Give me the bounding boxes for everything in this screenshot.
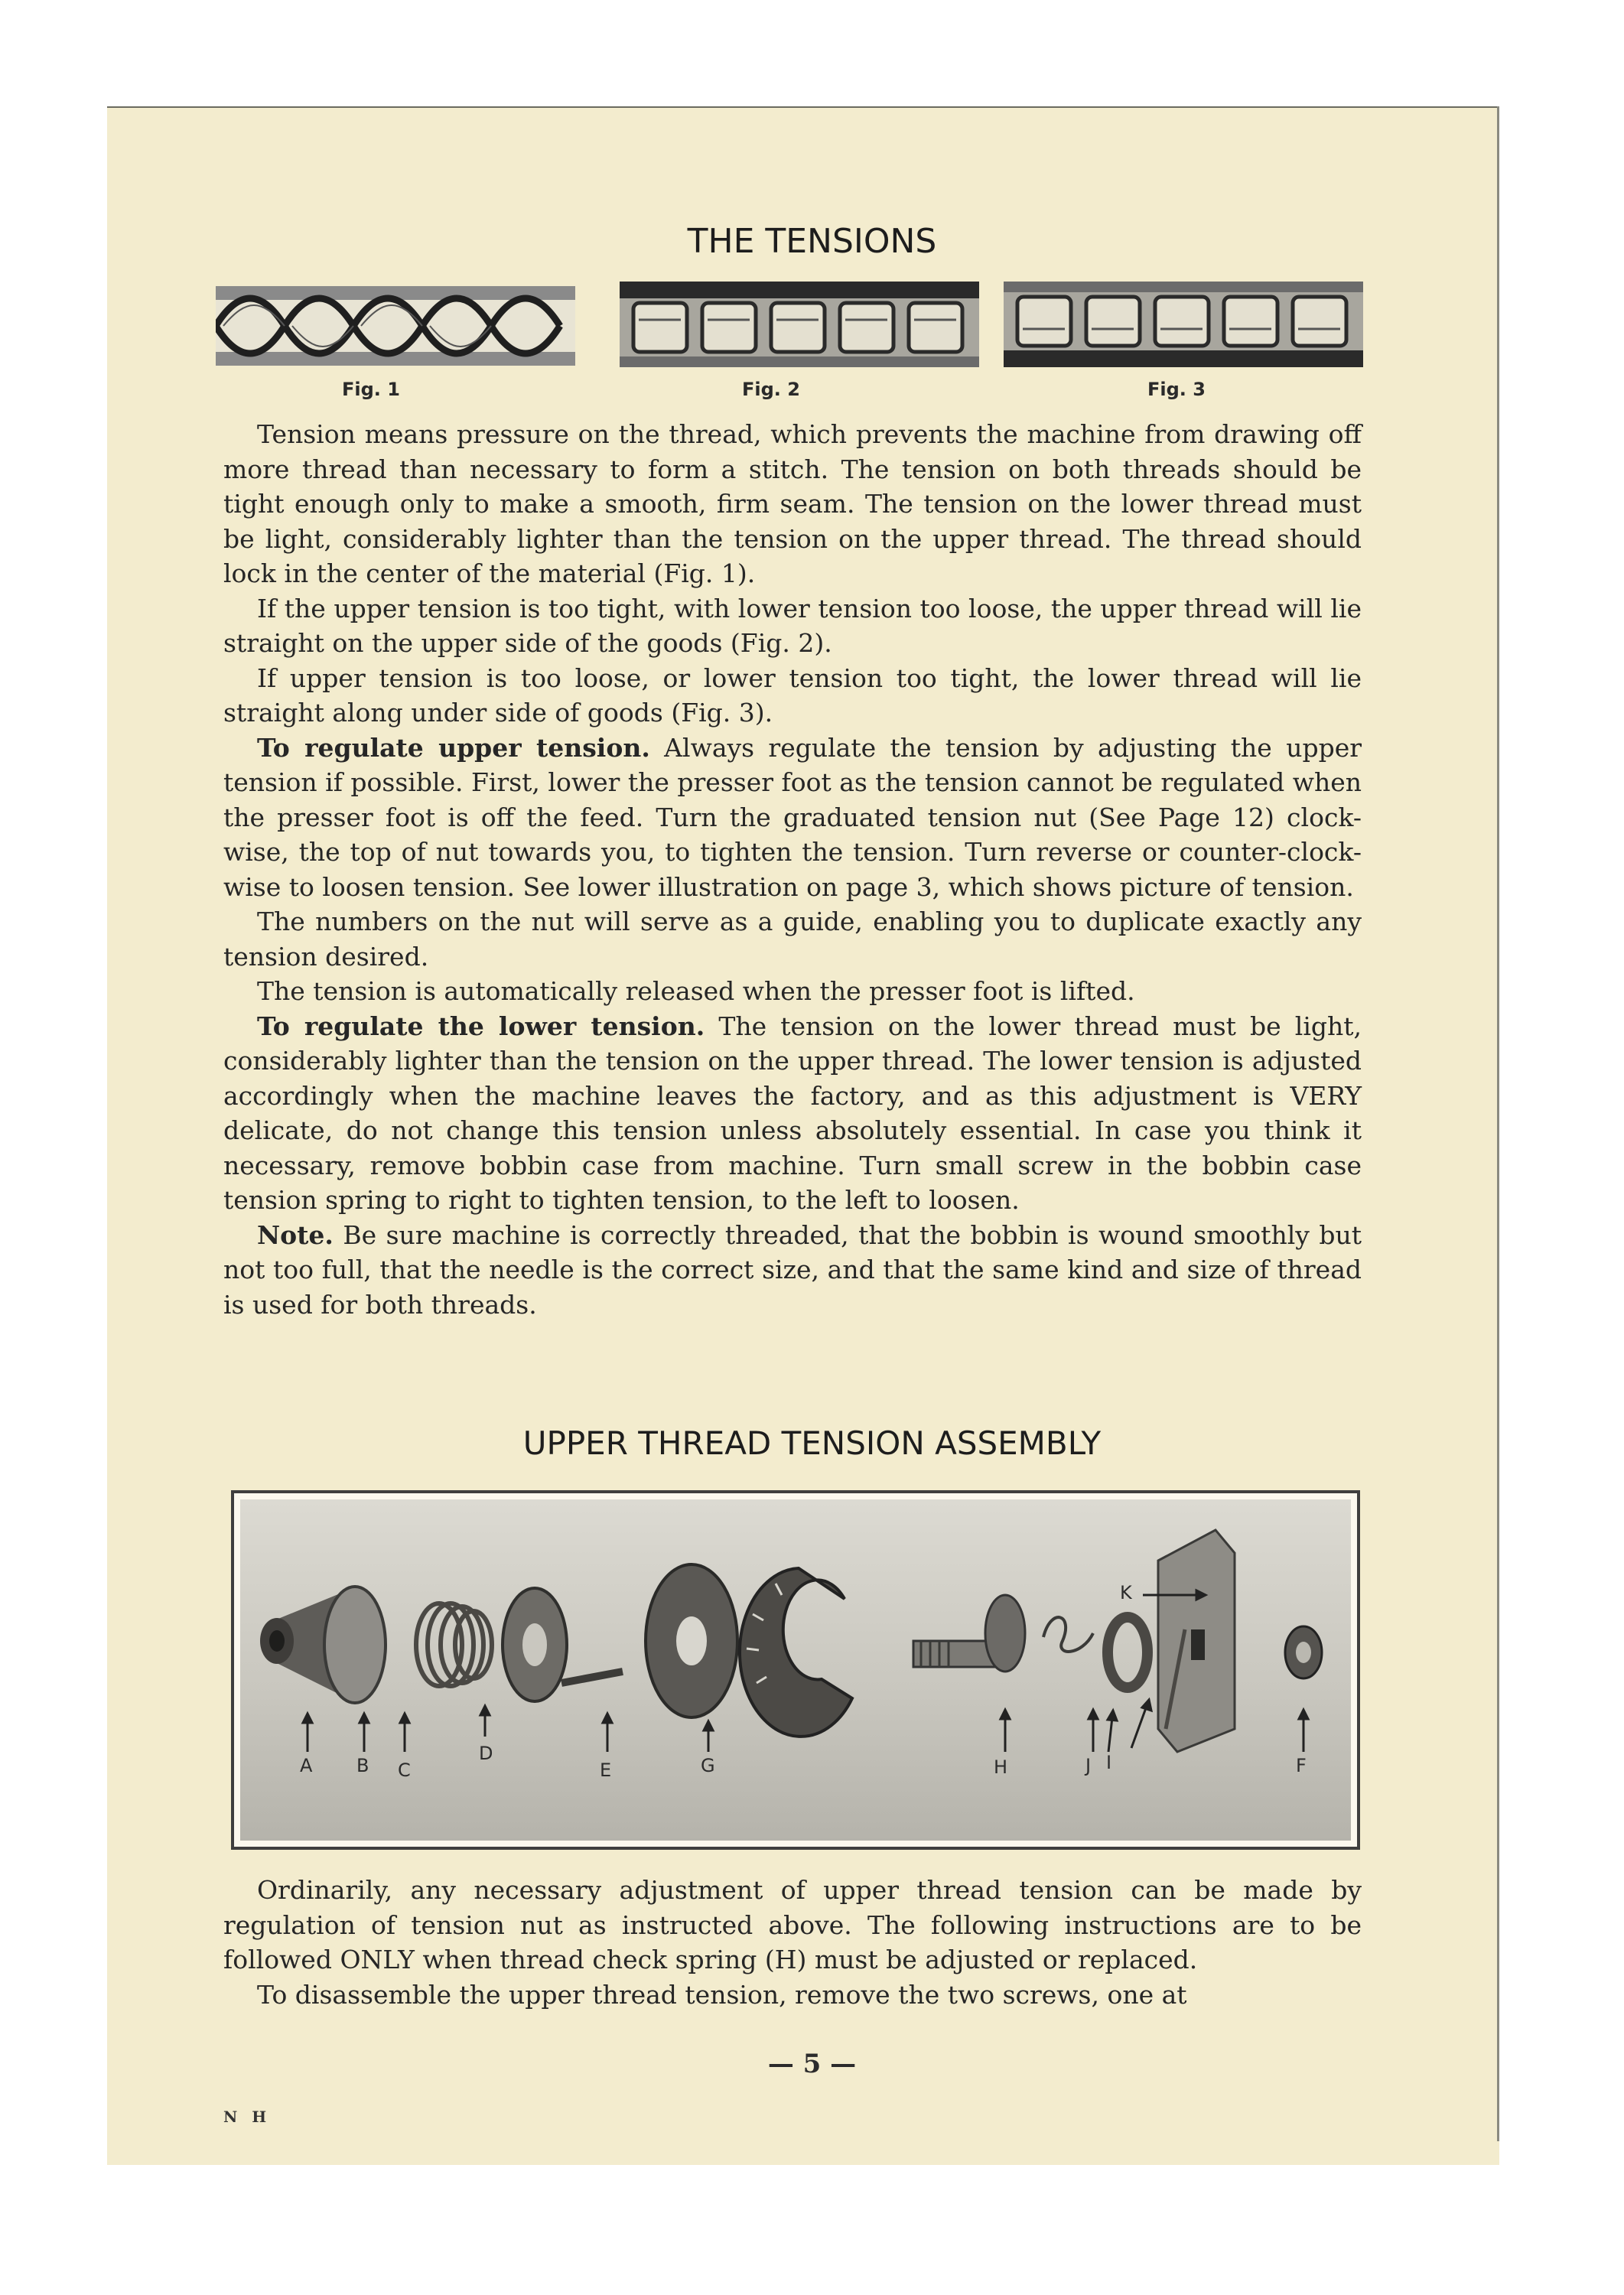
fig-3-label: Fig. 3 [1147, 379, 1206, 400]
part-g-stud-icon [913, 1595, 1025, 1672]
page-top-edge [107, 106, 1499, 108]
part-a-cone-icon [260, 1587, 386, 1703]
corner-mark: N H [223, 2108, 272, 2126]
paragraph-regulate-lower: To regulate the lower tension. The tension on the lower thread must be light, considerably lighter than the tension on the upper thread. The lower tension is adjusted accordingly when the machine leaves the factory, and as this adjustment is VERY delicate, do not change this tension unless absolutely essential. In case you think it necessary, remove bobbin case from machine. Turn small screw in the bobbin case tension spring to right to tighten tension, to the left to loosen. [223, 1011, 1362, 1215]
paragraph-note: Note. Be sure machine is correctly threaded, that the bobbin is wound smoothly but not too full, that the needle is the correct size, and that the same kind and size of thread is used for both threads. [223, 1219, 1362, 1320]
part-label-g: G [701, 1755, 715, 1776]
part-e-dial-icon [740, 1568, 852, 1737]
part-label-i: I [1106, 1752, 1112, 1773]
main-text [223, 417, 1362, 1322]
part-label-e: E [600, 1760, 612, 1781]
bottom-text [223, 1873, 1362, 2012]
page-right-edge [1497, 106, 1499, 2141]
paragraph-tension-definition: Tension means pressure on the thread, which prevents the machine from drawing off more thread than necessary to form a stitch. The tension on both threads should be tight enough only to make a smooth, firm seam. The tension on the lower thread must be light, considerably lighter than the tension on the upper thread. The thread should lock in the center of the material (Fig. 1). [223, 419, 1362, 588]
part-b-spring-icon [416, 1603, 492, 1686]
part-label-c: C [398, 1760, 411, 1781]
paragraph-disassemble: To disassemble the upper thread tension, remove the two screws, one at [257, 1979, 1187, 2010]
paragraph-nut-numbers: The numbers on the nut will serve as a guide, enabling you to duplicate exactly any tension desired. [223, 907, 1362, 972]
part-i-bracket-icon [1158, 1530, 1235, 1752]
part-label-j: J [1085, 1755, 1092, 1776]
part-d-disc-icon [646, 1564, 737, 1717]
part-label-k: K [1120, 1582, 1132, 1603]
paragraph-upper-too-loose: If upper tension is too loose, or lower tension too tight, the lower thread will lie straight along under side of goods (Fig. 3). [223, 662, 1362, 728]
part-label-a: A [300, 1755, 313, 1776]
assembly-photo-frame [231, 1490, 1360, 1850]
section-subtitle: UPPER THREAD TENSION ASSEMBLY [522, 1424, 1102, 1462]
part-f-knob-icon [1285, 1626, 1322, 1678]
part-label-b: B [356, 1755, 369, 1776]
fig-1-label: Fig. 1 [342, 379, 400, 400]
paragraph-ordinarily: Ordinarily, any necessary adjustment of upper thread tension can be made by regulation of tension nut as instructed above. The following instructions are to be followed ONLY when thread check spring (H) must be adjusted or replaced. [223, 1875, 1362, 1974]
part-label-f: F [1296, 1755, 1307, 1776]
part-c-disc-icon [503, 1588, 623, 1701]
page-title: THE TENSIONS [687, 222, 937, 261]
stitch-balanced-icon [216, 282, 575, 369]
part-label-d: D [479, 1743, 493, 1764]
page-number: — 5 — [767, 2049, 857, 2079]
paragraph-auto-release: The tension is automatically released when the presser foot is lifted. [257, 976, 1135, 1006]
stitch-upper-tight-icon [620, 282, 979, 369]
thread-check-wire-icon [1043, 1617, 1093, 1652]
paragraph-upper-too-tight: If the upper tension is too tight, with lower tension too loose, the upper thread will lie straight on the upper side of the goods (Fig. 2). [223, 593, 1362, 658]
stitch-lower-tight-icon [1004, 282, 1363, 369]
paragraph-regulate-upper: To regulate upper tension. Always regulate the tension by adjusting the upper tension if possible. First, lower the presser foot as the tension cannot be regulated when the presser foot is off the feed. Turn the graduated tension nut (See Page 12) clock-wise, the top of nut towards you, to tighten the tension. Turn reverse or counter-clock-wise to loosen tension. See lower illustration on page 3, which shows picture of tension. [223, 732, 1362, 902]
assembly-photo [240, 1499, 1351, 1841]
part-label-h: H [994, 1756, 1008, 1778]
fig-2-label: Fig. 2 [742, 379, 800, 400]
tension-assembly-illustration [240, 1499, 1351, 1841]
part-h-ring-icon [1108, 1617, 1147, 1688]
